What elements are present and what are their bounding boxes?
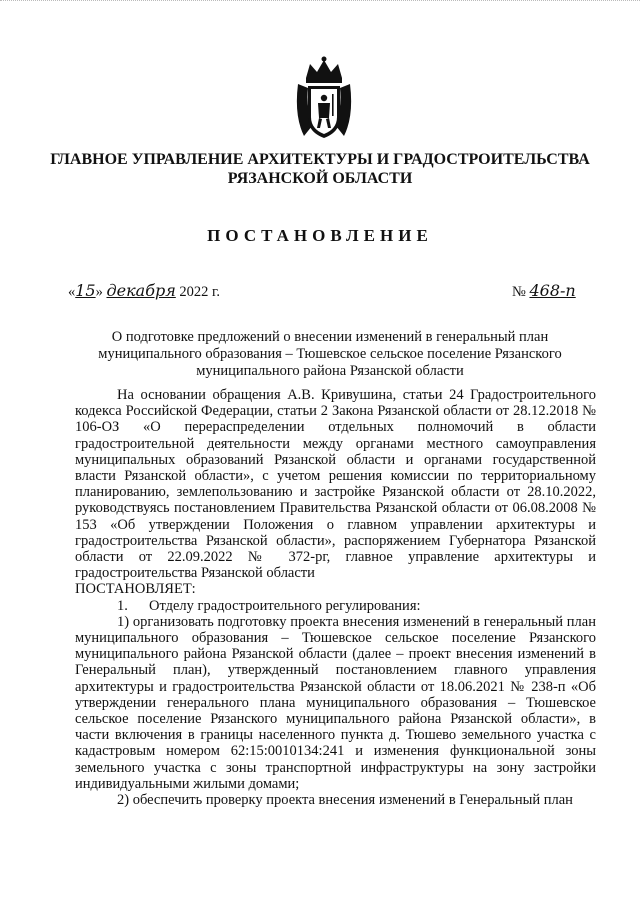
scan-top-edge — [0, 0, 640, 7]
preamble-paragraph: На основании обращения А.В. Кривушина, статьи 24 Градостроительного кодекса Российской Федерации, статьи 2 Закона Рязанской области от 28.12.2018 № 106-ОЗ «О перераспределении отдельных полномочий в области градостроительной деятельности между органами местного самоуправления муниципальных образований Рязанской области и органами государственной власти Рязанской области», с учетом решения комиссии по территориальному планированию, землепользованию и застройке Рязанской области от 28.10.2022, руководствуясь постановлением Правительства Рязанской области от 06.08.2008 № 153 «Об утверждении Положения о главном управлении архитектуры и градостроительства Рязанской области», распоряжением Губернатора Рязанской области от 22.09.2022 № 372-рг, главное управление архитектуры и градостроительства Рязанской области — [75, 387, 596, 582]
document-number: № 468-п — [512, 281, 576, 300]
decree-word: ПОСТАНОВЛЯЕТ: — [75, 581, 196, 598]
organization-line-1: ГЛАВНОЕ УПРАВЛЕНИЕ АРХИТЕКТУРЫ И ГРАДОСТРОИТЕЛЬСТВА — [50, 151, 590, 168]
document-number-value: 468-п — [529, 281, 576, 300]
document-date: «15» декабря 2022 г. — [68, 281, 220, 300]
document-subject: О подготовке предложений о внесении изменений в генеральный план муниципального образования – Тюшевское сельское поселение Рязанского муниципального района Рязанской области — [98, 329, 562, 379]
organization-name — [40, 150, 600, 188]
date-month: декабря — [106, 281, 176, 300]
document-body — [75, 387, 596, 808]
date-day: 15 — [75, 281, 96, 300]
organization-line-2: РЯЗАНСКОЙ ОБЛАСТИ — [227, 170, 413, 187]
date-year: 2022 г. — [179, 284, 220, 300]
item-1: 1. Отделу градостроительного регулирования: — [117, 597, 421, 614]
subitem-2: 2) обеспечить проверку проекта внесения изменений в Генеральный план — [117, 792, 573, 809]
subitem-1: 1) организовать подготовку проекта внесения изменений в генеральный план муниципального образования – Тюшевское сельское поселение Рязанского муниципального района Рязанской области (далее – проект внесения изменений в Генеральный план), утвержденный постановлением главного управления архитектуры и градостроительства Рязанской области от 18.06.2021 № 238-п «Об утверждении генерального плана муниципального образования – Тюшевское сельское поселение Рязанского муниципального района Рязанской области», в части включения в границы населенного пункта д. Тюшево земельного участка с кадастровым номером 62:15:0010134:241 и изменения функциональной зоны земельного участка с зоны транспортной инфраструктуры на зону застройки индивидуальными жилыми домами; — [75, 613, 596, 792]
ryazan-coat-of-arms-icon — [292, 56, 356, 144]
document-type: ПОСТАНОВЛЕНИЕ — [207, 226, 433, 245]
